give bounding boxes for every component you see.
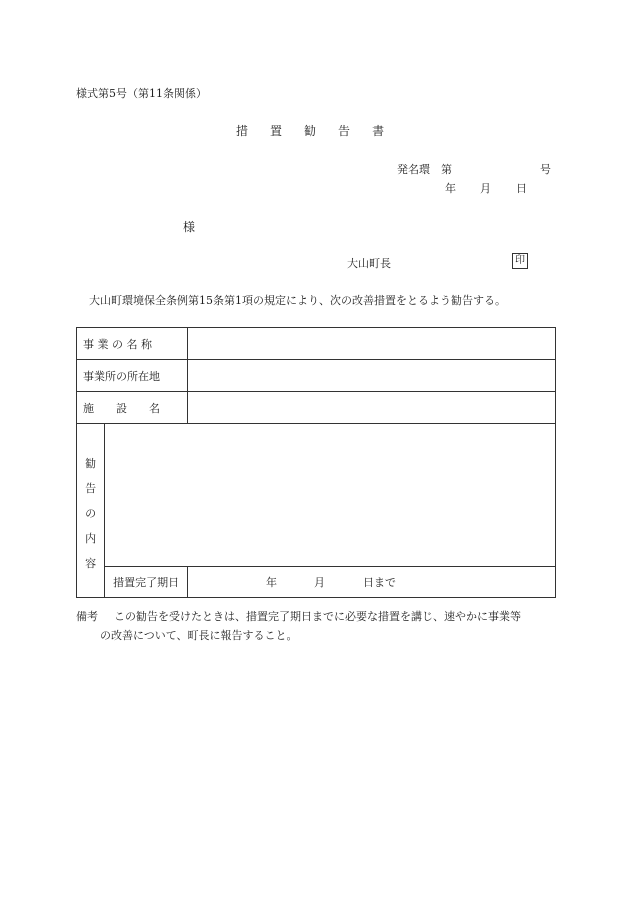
body-text: 大山町環境保全条例第15条第1項の規定により、次の改善措置をとるよう勧告する。 <box>89 294 506 307</box>
facility-name-field[interactable] <box>188 392 556 424</box>
date-day: 日 <box>516 182 527 195</box>
office-location-label: 事業所の所在地 <box>77 360 188 392</box>
recommendation-form-table <box>76 327 556 598</box>
facility-name-label: 施 設 名 <box>77 392 188 424</box>
deadline-label: 措置完了期日 <box>105 567 188 598</box>
doc-no-prefix: 発名環 <box>397 163 430 176</box>
table-row <box>77 328 556 360</box>
content-label-char: 容 <box>85 556 97 570</box>
title-char: 告 <box>338 124 351 138</box>
title-char: 書 <box>372 124 385 138</box>
document-number <box>397 161 551 177</box>
table-row <box>77 392 556 424</box>
deadline-month: 月 <box>314 576 325 589</box>
note-label: 備考 <box>76 610 98 623</box>
deadline-year: 年 <box>266 576 277 589</box>
note-line-1: この勧告を受けたときは、措置完了期日までに必要な措置を講じ、速やかに事業等 <box>114 610 521 623</box>
content-label-char: の <box>85 506 97 520</box>
date-month: 月 <box>480 182 491 195</box>
recipient-suffix: 様 <box>183 220 196 234</box>
document-title <box>236 122 406 139</box>
issuer-name: 大山町長 <box>347 257 391 270</box>
content-label <box>77 424 105 598</box>
business-name-label: 事 業 の 名 称 <box>77 328 188 360</box>
note-line-2: の改善について、町長に報告すること。 <box>100 629 298 642</box>
form-number: 様式第5号（第11条関係） <box>76 87 207 100</box>
content-field[interactable] <box>105 424 556 567</box>
doc-no-dai: 第 <box>441 163 452 176</box>
table-row <box>77 424 556 567</box>
seal-mark: 印 <box>512 253 528 269</box>
business-name-field[interactable] <box>188 328 556 360</box>
content-label-char: 告 <box>85 481 97 495</box>
office-location-field[interactable] <box>188 360 556 392</box>
content-label-char: 勧 <box>85 456 97 470</box>
date-year: 年 <box>445 182 456 195</box>
table-row <box>77 360 556 392</box>
title-char: 措 <box>236 124 249 138</box>
content-label-char: 内 <box>85 531 97 545</box>
deadline-day: 日まで <box>363 576 396 589</box>
table-row <box>77 567 556 598</box>
title-char: 勧 <box>304 124 317 138</box>
issue-date <box>445 180 527 196</box>
deadline-field[interactable] <box>188 567 556 598</box>
title-char: 置 <box>270 124 283 138</box>
doc-no-go: 号 <box>540 163 551 176</box>
